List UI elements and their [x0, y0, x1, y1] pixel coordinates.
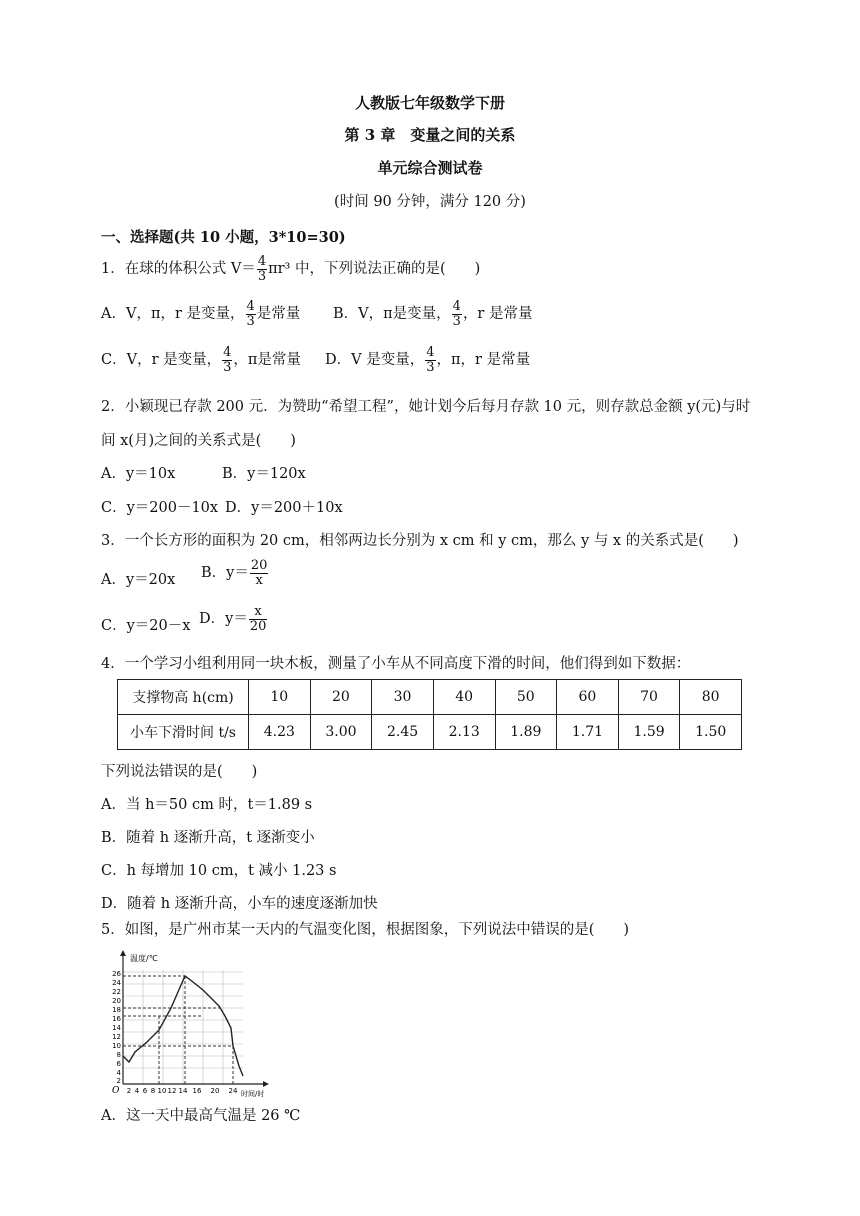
fraction [249, 605, 268, 633]
q3-option-b [201, 559, 269, 587]
y-tick: 16 [112, 1015, 121, 1023]
paper-subtitle: 单元综合测试卷 [377, 159, 483, 177]
x-tick: 10 [157, 1087, 167, 1095]
x-tick: 24 [228, 1087, 238, 1095]
table-cell: 3.00 [310, 715, 372, 750]
y-tick: 6 [116, 1060, 121, 1068]
fraction-denominator: x [255, 572, 263, 588]
q3-opt-d-text: D．y＝ [199, 611, 248, 628]
section-heading: 一、选择题(共 10 小题，3*10=30) [101, 229, 346, 246]
table-cell: 1.59 [618, 715, 680, 750]
y-tick: 22 [112, 988, 121, 996]
q2-option-b: B．y＝120x [222, 466, 306, 482]
q1-opt-b-tail: ，r 是常量 [462, 306, 533, 323]
table-row [118, 680, 742, 715]
table-cell: 70 [618, 680, 680, 715]
q1-option-c [101, 346, 301, 374]
fraction-numerator: 20 [250, 558, 268, 573]
table-cell: 4.23 [249, 715, 311, 750]
chapter-title: 第 3 章 变量之间的关系 [344, 126, 516, 144]
x-tick: 14 [178, 1087, 188, 1095]
table-cell: 80 [680, 680, 742, 715]
table-cell: 20 [310, 680, 372, 715]
fraction-numerator: 4 [452, 299, 461, 314]
q1-opt-b-text: B．V，π是变量， [333, 306, 451, 323]
fraction [250, 559, 269, 587]
x-tick: 8 [150, 1087, 156, 1095]
q5-option-a: A．这一天中最高气温是 26 ℃ [101, 1108, 301, 1124]
q1-stem-part-a: 1．在球的体积公式 V＝ [101, 261, 256, 278]
fraction [425, 346, 435, 374]
q1-opt-a-text: A．V，π，r 是变量， [101, 306, 245, 323]
q4-option-c: C．h 每增加 10 cm，t 减小 1.23 s [101, 863, 337, 879]
q2-option-c: C．y＝200－10x [101, 500, 219, 516]
y-tick: 8 [116, 1051, 121, 1059]
fraction-denominator: 20 [249, 618, 267, 634]
fraction-numerator: x [249, 605, 268, 620]
q1-opt-d-text: D．V 是变量， [325, 352, 425, 369]
table-cell: 60 [557, 680, 619, 715]
y-tick: 4 [116, 1069, 121, 1077]
table-row [118, 715, 742, 750]
x-tick: 16 [192, 1087, 202, 1095]
q4-option-a: A．当 h＝50 cm 时，t＝1.89 s [101, 797, 313, 813]
q3-opt-b-text: B．y＝ [201, 565, 249, 582]
q2-option-a: A．y＝10x [101, 466, 176, 482]
fraction [222, 346, 232, 374]
table-cell: 1.50 [680, 715, 742, 750]
q4-option-d: D．随着 h 逐渐升高，小车的速度逐渐加快 [101, 896, 378, 912]
y-tick: 10 [112, 1042, 121, 1050]
table-cell: 40 [433, 680, 495, 715]
x-tick: 2 [126, 1087, 132, 1095]
q4-option-b: B．随着 h 逐渐升高，t 逐渐变小 [101, 830, 315, 846]
table-cell: 10 [249, 680, 311, 715]
q1-option-d [325, 346, 530, 374]
paper-title: 人教版七年级数学下册 [354, 94, 505, 112]
y-tick: 26 [112, 970, 121, 978]
fraction-denominator: 3 [257, 268, 267, 284]
table-cell: 2.13 [433, 715, 495, 750]
fraction-denominator: 3 [426, 359, 435, 375]
y-tick: 2 [116, 1077, 121, 1085]
origin-label: O [112, 1086, 120, 1096]
x-tick: 6 [142, 1087, 148, 1095]
x-tick: 12 [167, 1087, 177, 1095]
fraction [246, 300, 256, 328]
question-3-stem: 3．一个长方形的面积为 20 cm，相邻两边长分别为 x cm 和 y cm，那么 y 与 x 的关系式是( ) [101, 533, 739, 549]
fraction-denominator: 3 [246, 313, 255, 329]
q1-opt-d-tail: ，π，r 是常量 [436, 352, 531, 369]
y-tick: 20 [112, 997, 121, 1005]
fraction-numerator: 4 [257, 254, 267, 269]
question-2-stem-line1: 2．小颖现已存款 200 元．为赞助“希望工程”，她计划今后每月存款 10 元，则存款总金额 y(元)与时 [101, 399, 751, 415]
q3-option-d [199, 605, 268, 633]
q1-opt-a-tail: 是常量 [256, 306, 301, 323]
fraction [257, 255, 267, 283]
time-note: (时间 90 分钟，满分 120 分) [334, 194, 526, 210]
question-5-stem: 5．如图，是广州市某一天内的气温变化图，根据图象，下列说法中错误的是( ) [101, 922, 630, 938]
table-cell: 2.45 [372, 715, 434, 750]
table-cell: 50 [495, 680, 557, 715]
x-tick: 4 [134, 1087, 140, 1095]
x-tick: 20 [210, 1087, 220, 1095]
q1-opt-c-tail: ，π是常量 [233, 352, 301, 369]
y-tick: 12 [112, 1033, 121, 1041]
q1-option-a [101, 300, 300, 328]
question-2-stem-line2: 间 x(月)之间的关系式是( ) [101, 433, 296, 449]
table-cell: 30 [372, 680, 434, 715]
q3-option-c: C．y＝20－x [101, 618, 191, 634]
fraction-numerator: 4 [426, 345, 435, 360]
q1-stem-part-b: πr³ 中，下列说法正确的是( ) [268, 261, 481, 278]
q1-option-b [333, 300, 532, 328]
y-tick: 18 [112, 1006, 121, 1014]
fraction [452, 300, 462, 328]
table-cell: 1.89 [495, 715, 557, 750]
q2-option-d: D．y＝200＋10x [225, 500, 343, 516]
y-tick: 14 [112, 1024, 121, 1032]
q1-opt-c-text: C．V，r 是变量， [101, 352, 222, 369]
question-1-stem [101, 255, 480, 283]
x-axis-label: 时间/时 [241, 1090, 265, 1098]
data-table [117, 679, 742, 750]
table-row-label: 支撑物高 h(cm) [118, 680, 249, 715]
q4-question: 下列说法错误的是( ) [101, 764, 258, 780]
y-axis-label: 温度/℃ [130, 954, 158, 963]
q3-option-a: A．y＝20x [101, 572, 176, 588]
fraction-denominator: 3 [452, 313, 461, 329]
fraction-numerator: 4 [223, 345, 232, 360]
fraction-numerator: 4 [246, 299, 255, 314]
table-row-label: 小车下滑时间 t/s [118, 715, 249, 750]
temperature-graph [103, 950, 273, 1098]
y-tick: 24 [112, 979, 121, 987]
table-cell: 1.71 [557, 715, 619, 750]
fraction-denominator: 3 [223, 359, 232, 375]
question-4-stem: 4．一个学习小组利用同一块木板，测量了小车从不同高度下滑的时间，他们得到如下数据： [101, 656, 691, 672]
